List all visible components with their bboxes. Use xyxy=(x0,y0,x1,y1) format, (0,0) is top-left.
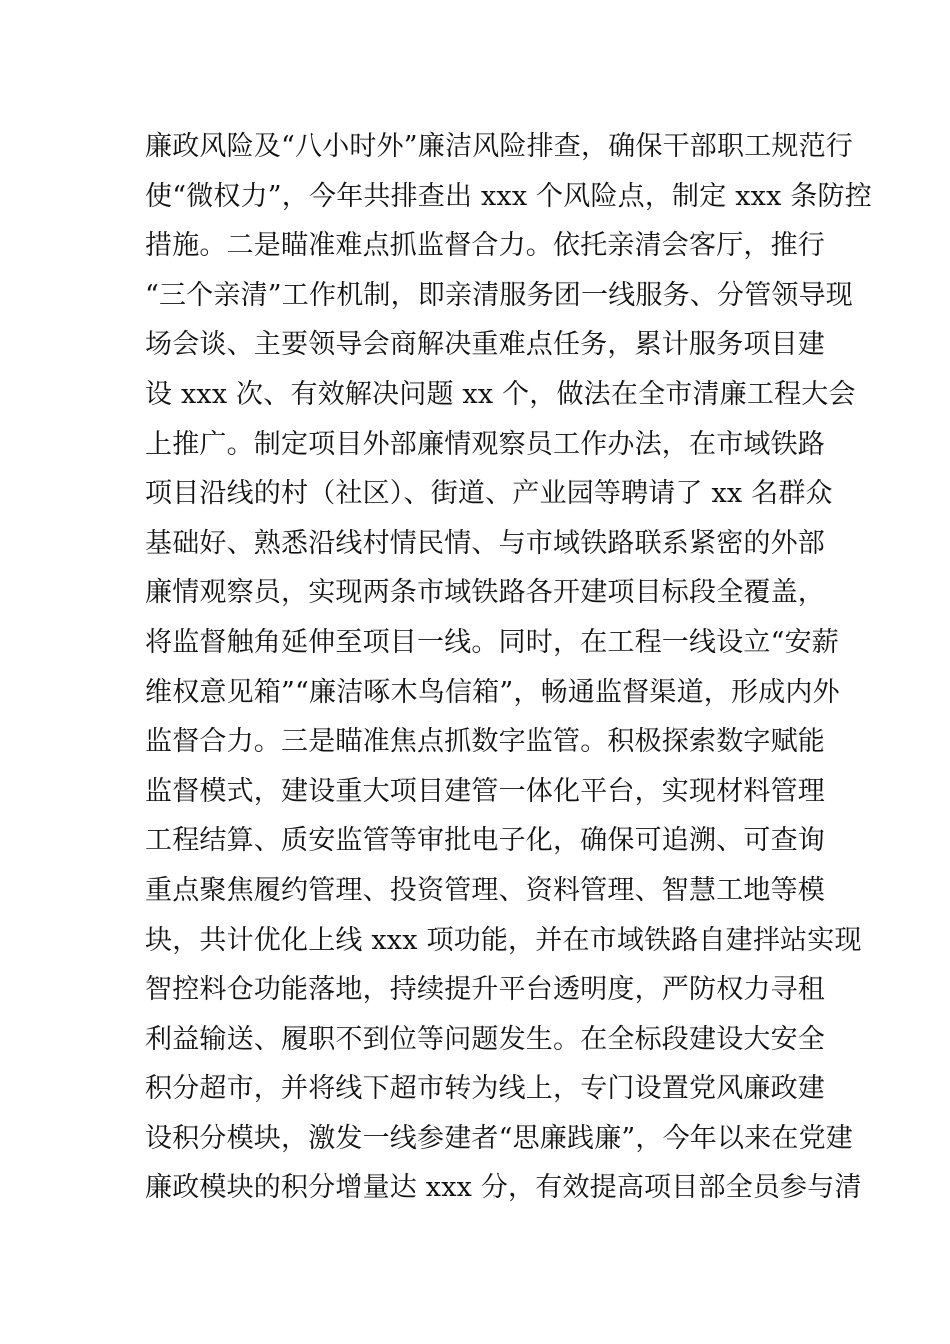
text-line: 将监督触角延伸至项目一线。同时，在工程一线设立“安薪 xyxy=(145,626,840,658)
text-line: 监督模式，建设重大项目建管一体化平台，实现材料管理 xyxy=(145,775,825,807)
text-line: 维权意见箱”“廉洁啄木鸟信箱”，畅通监督渠道，形成内外 xyxy=(145,676,840,708)
text-line: 重点聚焦履约管理、投资管理、资料管理、智慧工地等模 xyxy=(145,874,825,906)
text-line: 项目沿线的村（社区）、街道、产业园等聘请了 xx 名群众 xyxy=(145,478,833,510)
text-line: 工程结算、质安监管等审批电子化，确保可追溯、可查询 xyxy=(145,825,825,857)
text-line: 块，共计优化上线 xxx 项功能，并在市域铁路自建拌站实现 xyxy=(145,924,862,956)
text-line: 措施。二是瞄准难点抓监督合力。依托亲清会客厅，推行 xyxy=(145,230,825,262)
text-line: 场会谈、主要领导会商解决重难点任务，累计服务项目建 xyxy=(145,329,825,361)
text-line: 设 xxx 次、有效解决问题 xx 个，做法在全市清廉工程大会 xyxy=(145,378,856,410)
text-line: 廉政模块的积分增量达 xxx 分，有效提高项目部全员参与清 xyxy=(145,1172,862,1204)
text-line: 积分超市，并将线下超市转为线上，专门设置党风廉政建 xyxy=(145,1073,825,1105)
text-line: 智控料仓功能落地，持续提升平台透明度，严防权力寻租 xyxy=(145,974,825,1006)
text-line: 监督合力。三是瞄准焦点抓数字监管。积极探索数字赋能 xyxy=(145,726,825,758)
text-line: 廉情观察员，实现两条市域铁路各开建项目标段全覆盖， xyxy=(145,577,825,609)
body-paragraph xyxy=(145,122,872,1213)
text-line: “三个亲清”工作机制，即亲清服务团一线服务、分管领导现 xyxy=(145,279,854,311)
text-line: 利益输送、履职不到位等问题发生。在全标段建设大安全 xyxy=(145,1023,825,1055)
text-line: 使“微权力”，今年共排查出 xxx 个风险点，制定 xxx 条防控 xyxy=(145,180,872,212)
text-line: 设积分模块，激发一线参建者“思廉践廉”，今年以来在党建 xyxy=(145,1122,854,1154)
text-line: 上推广。制定项目外部廉情观察员工作办法，在市域铁路 xyxy=(145,428,825,460)
text-line: 廉政风险及“八小时外”廉洁风险排查，确保干部职工规范行 xyxy=(145,131,854,162)
text-line: 基础好、熟悉沿线村情民情、与市域铁路联系紧密的外部 xyxy=(145,527,825,559)
